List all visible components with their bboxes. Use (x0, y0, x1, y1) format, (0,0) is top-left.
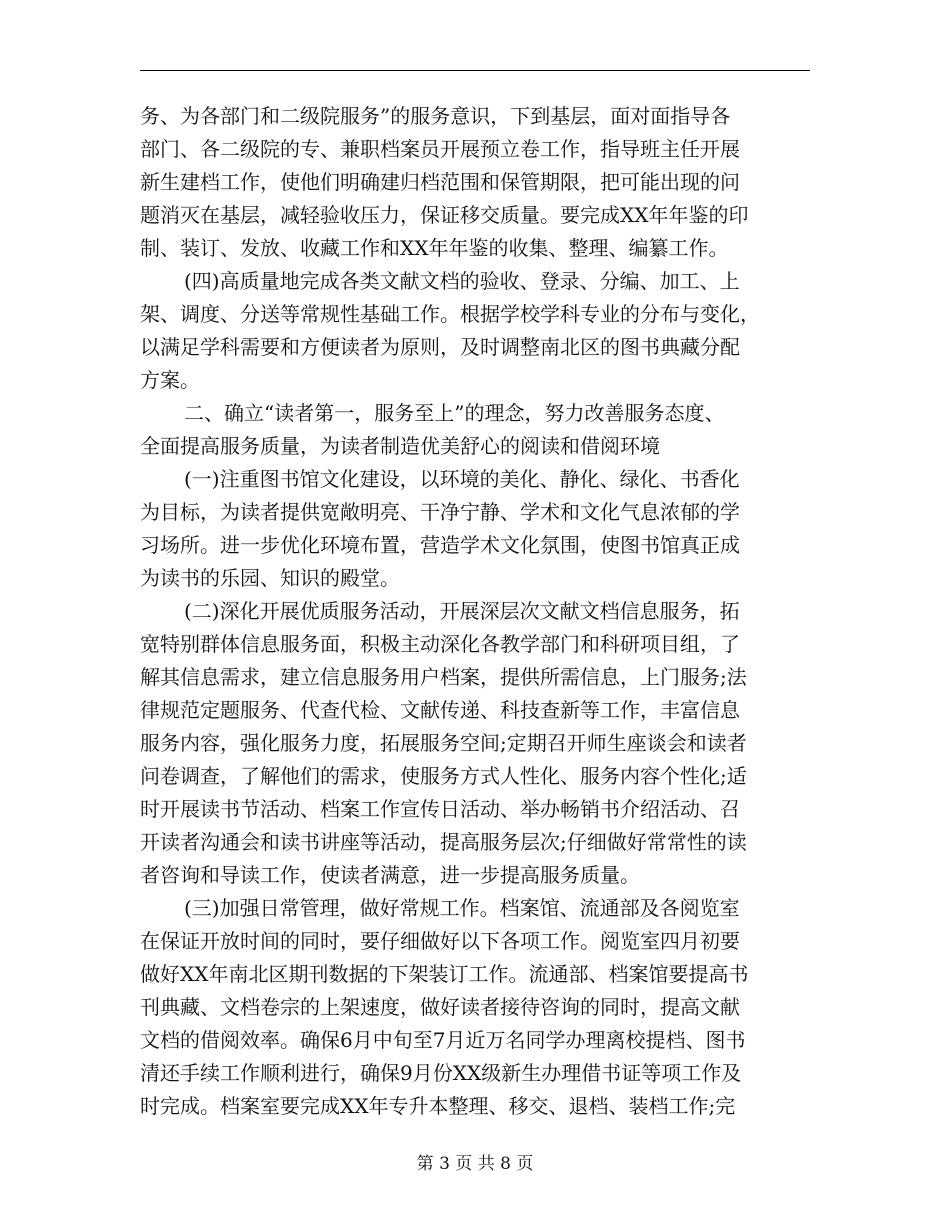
text-line: 刊典藏、文档卷宗的上架速度，做好读者接待咨询的同时，提高文献 (140, 995, 740, 1019)
text-line: 全面提高服务质量，为读者制造优美舒心的阅读和借阅环境 (140, 434, 660, 458)
text-line: 制、装订、发放、收藏工作和XX年年鉴的收集、整理、编纂工作。 (140, 236, 729, 260)
page-footer (0, 1152, 950, 1176)
text-line: 时开展读书节活动、档案工作宣传日活动、举办畅销书介绍活动、召 (140, 797, 740, 821)
text-line: 律规范定题服务、代查代检、文献传递、科技查新等工作，丰富信息 (140, 698, 740, 722)
text-line: 者咨询和导读工作，使读者满意，进一步提高服务质量。 (140, 863, 640, 887)
text-line: 做好XX年南北区期刊数据的下架装订工作。流通部、档案馆要提高书 (140, 962, 749, 986)
text-line: 服务内容，强化服务力度，拓展服务空间;定期召开师生座谈会和读者 (140, 731, 747, 755)
text-line: 二、确立“读者第一，服务至上”的理念，努力改善服务态度、 (184, 401, 725, 425)
text-line: 时完成。档案室要完成XX年专升本整理、移交、退档、装档工作;完 (140, 1094, 736, 1118)
text-line: 新生建档工作，使他们明确建归档范围和保管期限，把可能出现的问 (140, 170, 740, 194)
page-number: 第 3 页 共 8 页 (416, 1154, 534, 1174)
text-line: 为读书的乐园、知识的殿堂。 (140, 566, 400, 590)
text-line: 方案。 (140, 368, 200, 392)
text-line: 务、为各部门和二级院服务”的服务意识，下到基层，面对面指导各 (140, 104, 731, 128)
text-line: 文档的借阅效率。确保6月中旬至7月近万名同学办理离校提档、图书 (140, 1028, 746, 1052)
text-line: 问卷调查，了解他们的需求，使服务方式人性化、服务内容个性化;适 (140, 764, 747, 788)
document-body (140, 100, 810, 1123)
text-line: 宽特别群体信息服务面，积极主动深化各教学部门和科研项目组，了 (140, 632, 740, 656)
text-line: 为目标，为读者提供宽敞明亮、干净宁静、学术和文化气息浓郁的学 (140, 500, 740, 524)
text-line: (一)注重图书馆文化建设，以环境的美化、静化、绿化、书香化 (184, 467, 740, 491)
text-line: 解其信息需求，建立信息服务用户档案，提供所需信息，上门服务;法 (140, 665, 747, 689)
text-line: 习场所。进一步优化环境布置，营造学术文化氛围，使图书馆真正成 (140, 533, 740, 557)
text-line: (四)高质量地完成各类文献文档的验收、登录、分编、加工、上 (184, 269, 740, 293)
text-line: 架、调度、分送等常规性基础工作。根据学校学科专业的分布与变化， (140, 302, 760, 326)
text-line: 清还手续工作顺利进行，确保9月份XX级新生办理借书证等项工作及 (140, 1061, 742, 1085)
text-line: 以满足学科需要和方便读者为原则，及时调整南北区的图书典藏分配 (140, 335, 740, 359)
header-rule (140, 70, 810, 71)
text-line: (三)加强日常管理，做好常规工作。档案馆、流通部及各阅览室 (184, 896, 740, 920)
text-line: 题消灭在基层，减轻验收压力，保证移交质量。要完成XX年年鉴的印 (140, 203, 749, 227)
text-line: 部门、各二级院的专、兼职档案员开展预立卷工作，指导班主任开展 (140, 137, 740, 161)
text-line: (二)深化开展优质服务活动，开展深层次文献文档信息服务，拓 (184, 599, 740, 623)
text-line: 在保证开放时间的同时，要仔细做好以下各项工作。阅览室四月初要 (140, 929, 740, 953)
text-line: 开读者沟通会和读书讲座等活动，提高服务层次;仔细做好常常性的读 (140, 830, 747, 854)
